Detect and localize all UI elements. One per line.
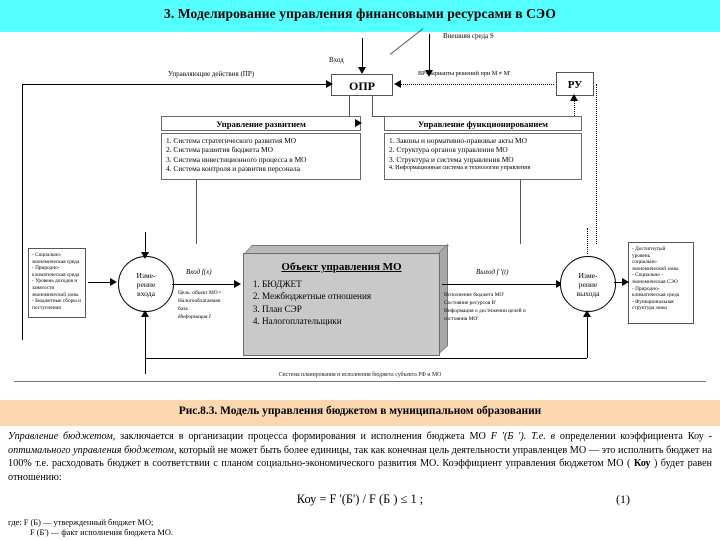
where-line-2: F (Б') — факт исполнения бюджета МО. xyxy=(30,528,174,538)
output-env-line-2: уровень xyxy=(632,252,651,259)
system-caption: Система планирования и исполнения бюджета субъекта РФ и МО xyxy=(278,372,442,378)
opr-drop-left xyxy=(349,96,350,116)
development-item-2: 2. Система развития бюджета МО xyxy=(166,145,273,155)
input-environment-note xyxy=(28,248,86,318)
functioning-item-1: 1. Законы и нормативно-правовые акты МО xyxy=(389,136,527,145)
input-circle-top-line xyxy=(145,232,146,254)
output-circle-label: Изме- рение выхода xyxy=(576,270,600,298)
development-to-object-line xyxy=(196,180,197,244)
input-flow-detail-4: Информация I xyxy=(178,314,211,320)
bp-dotted-line xyxy=(398,84,554,85)
object-block-title: Объект управления МО xyxy=(281,261,402,273)
input-env-line-3: - Природно- xyxy=(32,265,60,272)
output-measurement-circle[interactable] xyxy=(560,256,616,312)
input-flow-detail-2: Налогооблагаемая xyxy=(178,298,221,304)
input-flow-detail-3: база xyxy=(178,306,188,312)
development-arrow xyxy=(355,119,362,127)
formula-number: (1) xyxy=(616,492,630,507)
input-env-line-4: климатическая среда xyxy=(32,271,80,278)
where-label: где: xyxy=(8,517,22,528)
formula-expression: Коу = F '(Б') / F (Б ) ≤ 1 ; xyxy=(296,492,424,507)
body-text-1: , заключается в организации процесса формирования и исполнения бюджета МО xyxy=(112,431,491,442)
functioning-item-2: 2. Структура органов управления МО xyxy=(389,145,508,155)
input-measurement-circle[interactable] xyxy=(118,256,174,312)
output-circle-bottom-line xyxy=(587,314,588,358)
output-circle-bottom-arrowhead xyxy=(583,310,591,317)
output-environment-note xyxy=(628,242,694,324)
figure-caption-band xyxy=(0,400,720,426)
functioning-panel-body xyxy=(384,133,582,180)
body-paragraph xyxy=(8,430,712,484)
output-to-env-arrowhead xyxy=(622,278,629,286)
where-block xyxy=(8,517,712,538)
output-env-line-5: - Социально - xyxy=(632,272,663,279)
output-env-line-9: - Функциональная xyxy=(632,298,674,305)
input-circle-bottom-line xyxy=(145,314,146,374)
body-text-4: , который не может быть более единицы, так как конечная цель деятельности управленцев МО — это исполнить бюджет на 100% т.е. расходовать бюджет в соответствии с планом социально-экономического развития МО. Коэффициент управления бюджетом МО ( xyxy=(8,444,712,470)
input-env-line-2: экономическая среда xyxy=(32,258,80,265)
right-dotted-bus xyxy=(596,84,597,244)
output-flow-detail-1: Исполнение бюджета МО' xyxy=(444,292,505,298)
output-flow-detail-3: Информация о достижении целей и xyxy=(444,308,526,314)
output-flow-detail-4: состояния МО' xyxy=(444,316,479,322)
input-circle-label: Изме- рение входа xyxy=(136,270,156,298)
input-env-line-8: - Бюджетные сборы и xyxy=(32,298,81,305)
body-italic-term: оптимального управления бюджетом xyxy=(8,444,174,456)
input-flow-arrowhead xyxy=(234,280,241,288)
object-item-2: 2. Межбюджетные отношения xyxy=(262,290,439,302)
input-circle-bottom-arrowhead xyxy=(141,310,149,317)
input-label: Вход xyxy=(329,56,344,64)
output-env-line-4: экономической зоны xyxy=(632,265,679,272)
functioning-panel-title xyxy=(384,116,582,131)
control-actions-vline xyxy=(22,84,23,340)
input-env-line-7: экономической зоны xyxy=(32,291,79,298)
object-item-3: 3. План СЭР xyxy=(262,303,439,315)
object-block[interactable] xyxy=(243,253,440,356)
body-text-2: . Т.е. в xyxy=(523,431,560,442)
output-flow-detail-2: Состояние ресурсов R' xyxy=(444,300,497,306)
object-block-list xyxy=(244,278,439,328)
body-koy-term: Коу xyxy=(633,458,651,470)
env-to-input-line xyxy=(88,282,112,283)
decision-maker-box[interactable] xyxy=(331,74,393,96)
external-env-leader xyxy=(390,28,424,55)
output-circle-top-line xyxy=(587,228,588,254)
control-actions-label: Управляющие действия (ПР) xyxy=(168,70,255,78)
input-env-line-9: поступления xyxy=(32,304,61,311)
output-flow-line xyxy=(442,284,560,285)
development-panel-title xyxy=(161,116,361,131)
functioning-item-4: 4. Информационная система и технологии управления xyxy=(389,165,531,172)
output-env-line-10: структура зоны xyxy=(632,305,667,312)
object-item-4: 4. Налогоплательщики xyxy=(262,315,439,327)
body-text-area xyxy=(0,426,720,540)
body-lead-term: Управление бюджетом xyxy=(8,431,113,442)
input-flow-label: Вход f(x) xyxy=(186,268,212,276)
bottom-return-bus xyxy=(145,358,587,359)
bp-label: ВР- варианты решений при М ≠ М' xyxy=(418,70,511,77)
body-text-5: ) будет равен отношению: xyxy=(8,458,713,483)
input-env-line-6: занятости xyxy=(32,284,55,291)
slide-header-band xyxy=(0,0,720,32)
input-env-line-1: - Социально- xyxy=(32,252,62,258)
diagram-bottom-rule xyxy=(14,381,706,382)
external-env-line xyxy=(429,34,430,72)
development-item-1: 1. Система стратегического развития МО xyxy=(166,136,297,145)
figure-caption: Рис.8.3. Модель управления бюджетом в муниципальном образовании xyxy=(178,405,542,417)
ru-block-box[interactable] xyxy=(556,72,594,96)
input-circle-top-arrowhead xyxy=(141,252,149,259)
development-title-text: Управление развитием xyxy=(216,119,306,129)
development-item-4: 4. Система контроля и развития персонала xyxy=(166,164,300,174)
input-flow-line xyxy=(172,284,236,285)
ru-feedback-arrowhead xyxy=(570,94,578,101)
output-env-line-1: - Достигнутый xyxy=(632,246,666,252)
functioning-item-3: 3. Структура и система управления МО xyxy=(389,154,514,164)
input-flow-detail-1: Цель: объект МО • xyxy=(178,290,221,296)
input-line xyxy=(362,38,363,68)
output-env-line-3: социально- xyxy=(632,259,658,266)
where-line-1: F (Б) — утвержденный бюджет МО; xyxy=(23,518,154,528)
development-panel-body xyxy=(161,133,361,180)
input-env-line-5: - Уровень доходов и xyxy=(32,278,78,285)
diagram-canvas xyxy=(0,32,720,400)
bp-arrowhead xyxy=(394,80,401,88)
output-flow-label: Выход f '(t) xyxy=(476,268,509,276)
development-item-3: 3. Система инвестиционного процесса в МО xyxy=(166,154,307,164)
formula-row xyxy=(8,492,712,508)
opr-drop-right xyxy=(372,96,373,116)
env-to-input-arrowhead xyxy=(110,278,117,286)
slide-title: 3. Моделирование управления финансовыми ресурсами в СЭО xyxy=(164,6,556,21)
external-env-label: Внешняя среда S xyxy=(443,32,494,40)
ru-block-label: РУ xyxy=(567,79,583,91)
control-actions-hline xyxy=(22,84,330,85)
output-env-line-6: экономическая СЭО xyxy=(632,278,678,285)
input-arrowhead xyxy=(358,67,366,74)
decision-maker-label: ОПР xyxy=(349,79,375,93)
body-text-3: определении коэффициента Коу - xyxy=(559,431,713,442)
functioning-to-object-line xyxy=(520,180,521,244)
output-env-line-7: - Природно- xyxy=(632,285,660,292)
output-env-line-8: климатическая среда xyxy=(632,292,680,299)
body-formula-inline: F '(Б ') xyxy=(490,431,524,442)
control-actions-arrowhead xyxy=(326,80,333,88)
object-item-1: 1. БЮДЖЕТ xyxy=(262,278,439,290)
functioning-title-text: Управление функционированием xyxy=(417,119,549,129)
